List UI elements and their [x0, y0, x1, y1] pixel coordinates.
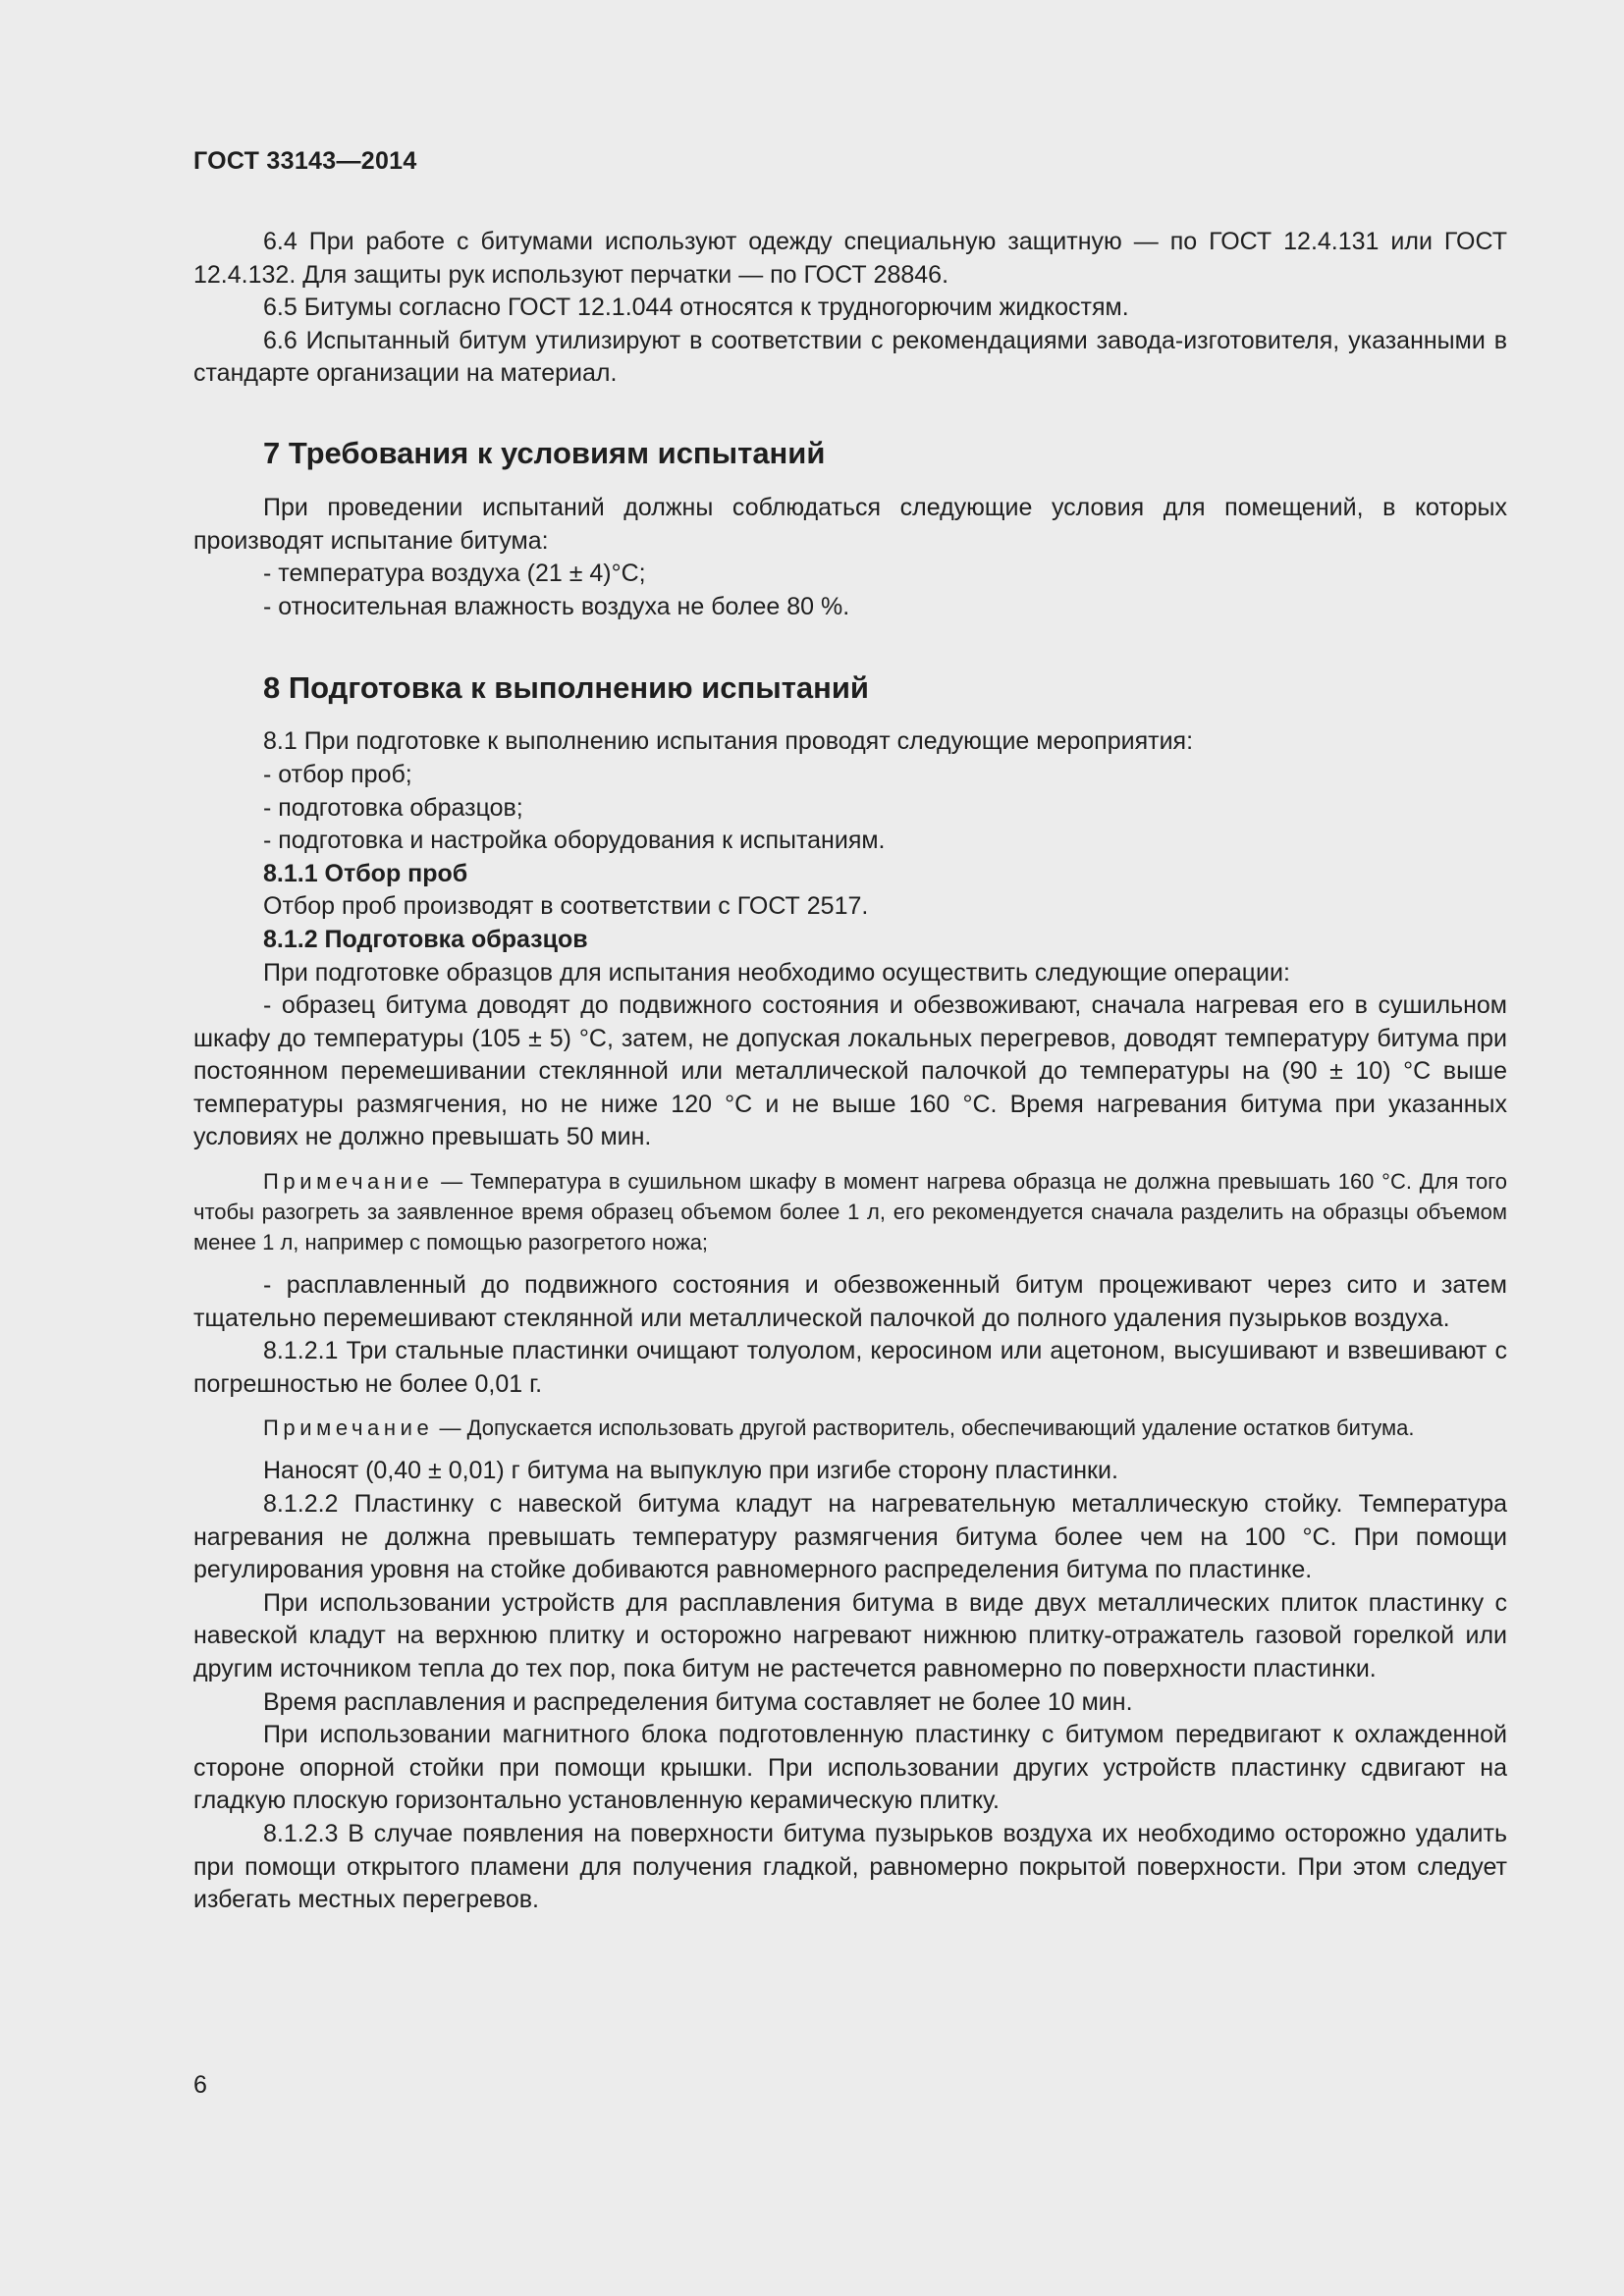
- paragraph-6-5: 6.5 Битумы согласно ГОСТ 12.1.044 относятся к трудногорючим жидкостям.: [263, 294, 1129, 322]
- list-item: - температура воздуха (21 ± 4)°С;: [263, 560, 646, 588]
- paragraph-tiles: При использовании устройств для расплавления битума в виде двух металлических плиток пластинку с навеской кладут на верхнюю плитку и осторожно нагревают нижнюю плитку-отражатель газовой горелкой или другим источником тепла до тех пор, пока битум не растечется равномерно по поверхности пластинки.: [193, 1588, 1507, 1682]
- list-item: - отбор проб;: [263, 760, 412, 788]
- note-text: — Допускается использовать другой растворитель, обеспечивающий удаление остатков битума.: [433, 1415, 1415, 1441]
- list-item: - подготовка образцов;: [263, 793, 523, 822]
- page-number: 6: [193, 2071, 207, 2099]
- paragraph-8-1-2-item1: - образец битума доводят до подвижного состояния и обезвоживают, сначала нагревая его в сушильном шкафу до температуры (105 ± 5) °С, затем, не допуская локальных перегревов, доводят температуру битума при постоянном перемешивании стеклянной или металлической палочкой до температуры на (90 ± 10) °С выше температуры размягчения, но не ниже 120 °С и не выше 160 °С. Время нагревания битума при указанных условиях не должно превышать 50 мин.: [193, 991, 1507, 1151]
- subsection-8-1-1-heading: 8.1.1 Отбор проб: [263, 859, 468, 887]
- section-7-intro: При проведении испытаний должны соблюдаться следующие условия для помещений, в которых производят испытание битума:: [193, 493, 1507, 555]
- paragraph-time: Время расплавления и распределения битума составляет не более 10 мин.: [263, 1687, 1133, 1716]
- paragraph-8-1: 8.1 При подготовке к выполнению испытания проводят следующие мероприятия:: [263, 727, 1194, 756]
- paragraph-8-1-2-intro: При подготовке образцов для испытания необходимо осуществить следующие операции:: [263, 958, 1290, 987]
- paragraph-8-1-2-item2: - расплавленный до подвижного состояния и обезвоженный битум процеживают через сито и затем тщательно перемешивают стеклянной или металлической палочкой до полного удаления пузырьков воздуха.: [193, 1271, 1507, 1332]
- document-header: ГОСТ 33143—2014: [193, 147, 417, 175]
- list-item: - относительная влажность воздуха не более 80 %.: [263, 592, 850, 620]
- paragraph-apply: Наносят (0,40 ± 0,01) г битума на выпуклую при изгибе сторону пластинки.: [263, 1457, 1118, 1485]
- subsection-8-1-2-heading: 8.1.2 Подготовка образцов: [263, 925, 588, 953]
- paragraph-6-4: 6.4 При работе с битумами используют одежду специальную защитную — по ГОСТ 12.4.131 или ГОСТ 12.4.132. Для защиты рук используют перчатки — по ГОСТ 28846.: [193, 228, 1507, 289]
- paragraph-8-1-2-1: 8.1.2.1 Три стальные пластинки очищают толуолом, керосином или ацетоном, высушивают и взвешивают с погрешностью не более 0,01 г.: [193, 1337, 1507, 1398]
- paragraph-8-1-1: Отбор проб производят в соответствии с ГОСТ 2517.: [263, 892, 869, 921]
- paragraph-8-1-2-3: 8.1.2.3 В случае появления на поверхности битума пузырьков воздуха их необходимо осторожно удалить при помощи открытого пламени для получения гладкой, равномерно покрытой поверхности. При этом следует избегать местных перегревов.: [193, 1819, 1507, 1914]
- section-7-heading: 7 Требования к условиям испытаний: [263, 435, 826, 470]
- note-1: [193, 1166, 1507, 1257]
- page-body: [193, 226, 1507, 1917]
- paragraph-magnet: При использовании магнитного блока подготовленную пластинку с битумом передвигают к охлажденной стороне опорной стойки при помощи крышки. При использовании других устройств пластинку сдвигают на гладкую плоскую горизонтально установленную керамическую плитку.: [193, 1721, 1507, 1815]
- paragraph-6-6: 6.6 Испытанный битум утилизируют в соответствии с рекомендациями завода-изготовителя, указанными в стандарте организации на материал.: [193, 326, 1507, 388]
- note-label: Примечание: [263, 1169, 434, 1195]
- note-label: Примечание: [263, 1415, 434, 1441]
- section-8-heading: 8 Подготовка к выполнению испытаний: [263, 670, 869, 706]
- paragraph-8-1-2-2: 8.1.2.2 Пластинку с навеской битума кладут на нагревательную металлическую стойку. Температура нагревания не должна превышать температуру размягчения битума более чем на 100 °С. При помощи регулирования уровня на стойке добиваются равномерного распределения битума по пластинке.: [193, 1490, 1507, 1584]
- list-item: - подготовка и настройка оборудования к испытаниям.: [263, 827, 886, 855]
- note-2: [193, 1413, 1507, 1443]
- note-text: — Температура в сушильном шкафу в момент нагрева образца не должна превышать 160 °С. Для того чтобы разогреть за заявленное время образец объемом более 1 л, его рекомендуется сначала разделить на образцы объемом менее 1 л, например с помощью разогретого ножа;: [193, 1169, 1507, 1255]
